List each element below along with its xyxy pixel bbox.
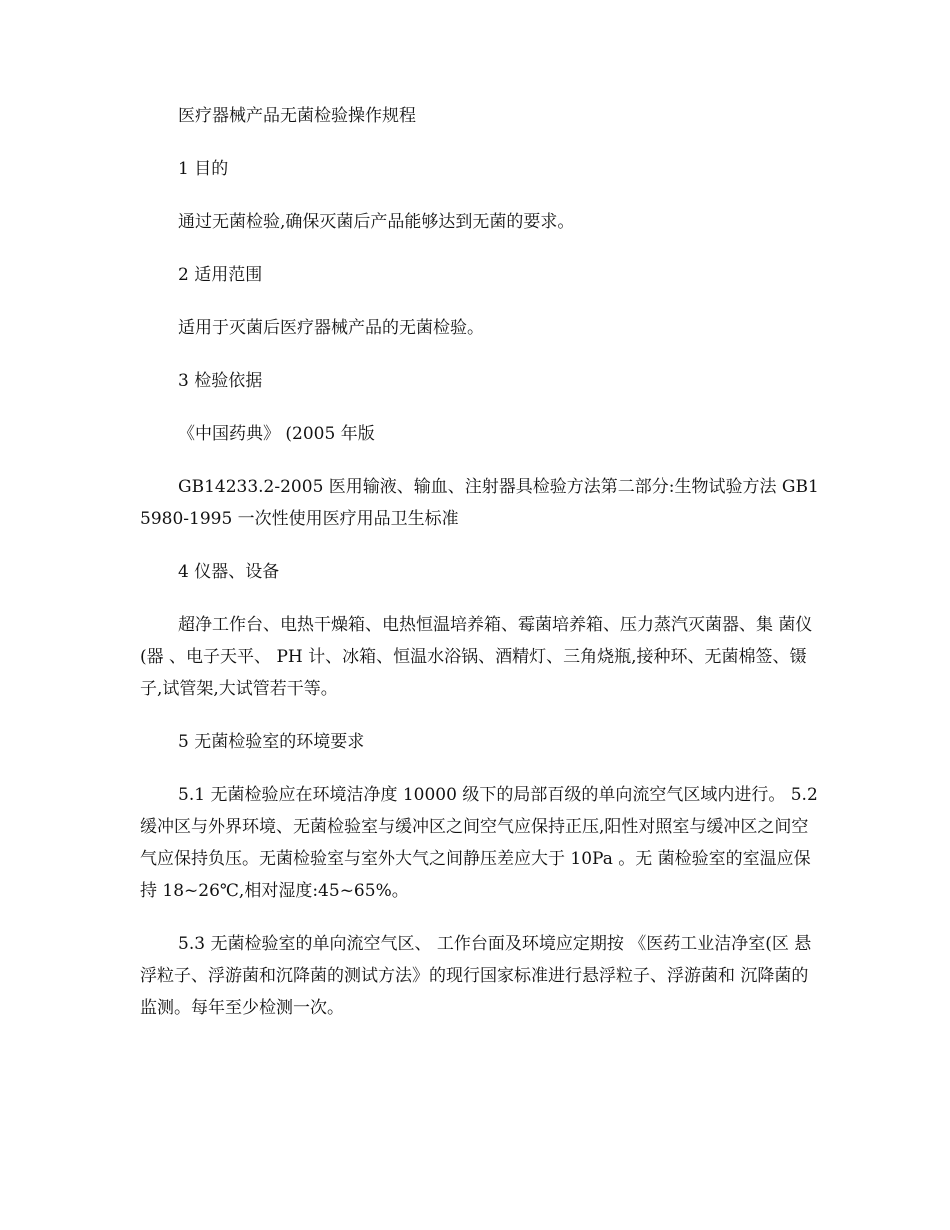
paragraph-environment-5-3: 5.3 无菌检验室的单向流空气区、 工作台面及环境应定期按 《医药工业洁净室(区 悬浮粒子、浮游菌和沉降菌的测试方法》的现行国家标准进行悬浮粒子、浮游菌和 沉降菌的监测。每年至少检测一次。 [140,934,812,1018]
section-heading-environment: 5 无菌检验室的环境要求 [178,732,365,752]
paragraph-pharmacopoeia: 《中国药典》 (2005 年版 [178,424,375,444]
paragraph-environment-5-1: 5.1 无菌检验应在环境洁净度 10000 级下的局部百级的单向流空气区域内进行。 5.2 缓冲区与外界环境、无菌检验室与缓冲区之间空气应保持正压,阳性对照室与缓冲区之间空气应保持负压。无菌检验室与室外大气之间静压差应大于 10Pa 。无 菌检验室的室温应保持 18~26℃,相对湿度:45~65%。 [140,785,818,901]
document-title: 医疗器械产品无菌检验操作规程 [178,106,416,126]
section-heading-basis: 3 检验依据 [178,371,263,391]
paragraph-standards: GB14233.2-2005 医用输液、输血、注射器具检验方法第二部分:生物试验方法 GB15980-1995 一次性使用医疗用品卫生标准 [140,477,819,529]
paragraph-scope: 适用于灭菌后医疗器械产品的无菌检验。 [178,318,484,338]
section-heading-equipment: 4 仪器、设备 [178,562,280,582]
section-heading-scope: 2 适用范围 [178,265,263,285]
document-body [140,100,820,1045]
paragraph-purpose: 通过无菌检验,确保灭菌后产品能够达到无菌的要求。 [178,212,575,232]
paragraph-equipment: 超净工作台、电热干燥箱、电热恒温培养箱、霉菌培养箱、压力蒸汽灭菌器、集 菌仪(器 、电子天平、 PH 计、冰箱、恒温水浴锅、酒精灯、三角烧瓶,接种环、无菌棉签、镊子,试管架,大试管若干等。 [140,615,813,699]
section-heading-purpose: 1 目的 [178,159,229,179]
